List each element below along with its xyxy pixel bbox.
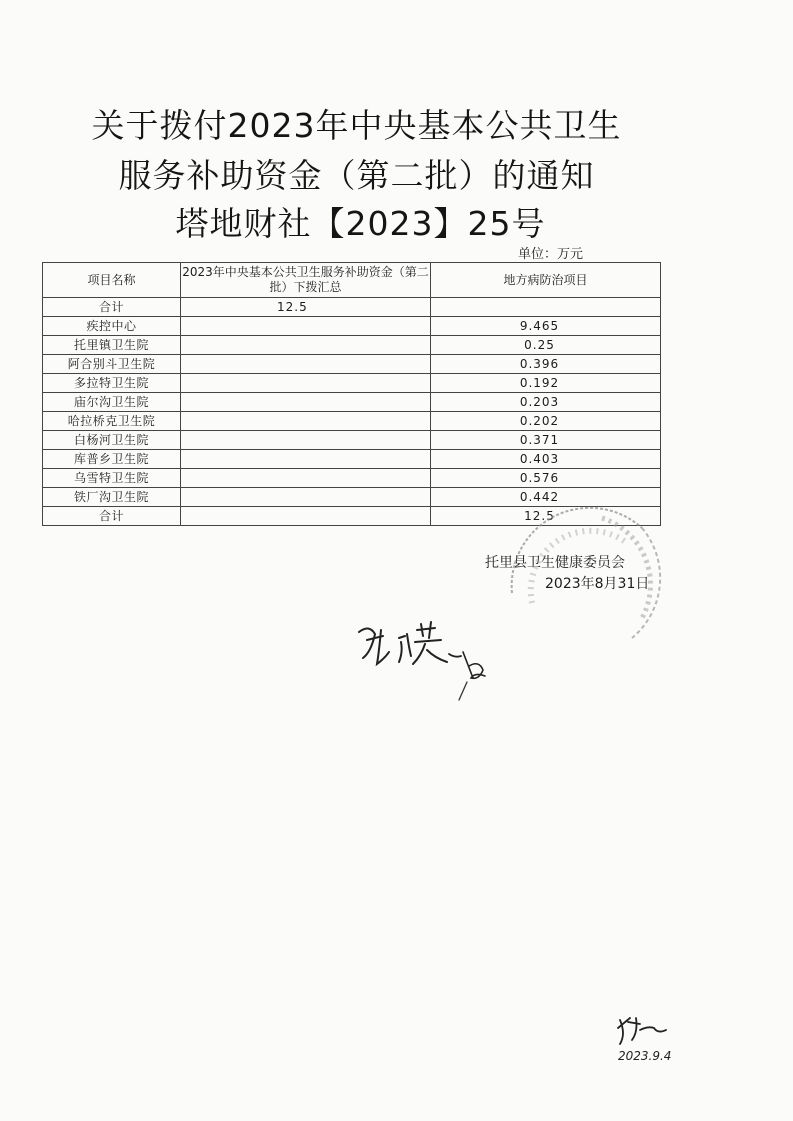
row-amount: 0.442 [431, 488, 661, 507]
row-project-name: 多拉特卫生院 [43, 374, 181, 393]
document-number: 塔地财社【2023】25号 [175, 204, 546, 243]
receipt-date-text: 2023.9.4 [618, 1049, 672, 1063]
row-amount: 0.576 [431, 469, 661, 488]
summary-row [43, 298, 661, 317]
row-project-name: 白杨河卫生院 [43, 431, 181, 450]
total-empty-cell [181, 507, 431, 526]
summary-value: 12.5 [181, 298, 431, 317]
row-empty-cell [181, 488, 431, 507]
funding-table [42, 262, 661, 526]
row-amount: 0.396 [431, 355, 661, 374]
handwritten-receipt-signature [610, 1010, 720, 1070]
row-empty-cell [181, 469, 431, 488]
table-row [43, 317, 661, 336]
row-amount: 9.465 [431, 317, 661, 336]
header-endemic-disease-project: 地方病防治项目 [431, 263, 661, 298]
table-row [43, 336, 661, 355]
issuer-name: 托里县卫生健康委员会 [485, 555, 625, 571]
row-project-name: 哈拉桥克卫生院 [43, 412, 181, 431]
row-amount: 0.25 [431, 336, 661, 355]
table-row [43, 450, 661, 469]
document-title-line-1: 关于拨付2023年中央基本公共卫生 [91, 106, 622, 145]
row-project-name: 托里镇卫生院 [43, 336, 181, 355]
row-project-name: 乌雪特卫生院 [43, 469, 181, 488]
row-empty-cell [181, 336, 431, 355]
row-empty-cell [181, 317, 431, 336]
row-project-name: 库普乡卫生院 [43, 450, 181, 469]
table-row [43, 412, 661, 431]
handwritten-approval-signature [355, 612, 495, 702]
row-project-name: 铁厂沟卫生院 [43, 488, 181, 507]
row-project-name: 庙尔沟卫生院 [43, 393, 181, 412]
row-empty-cell [181, 412, 431, 431]
row-project-name: 疾控中心 [43, 317, 181, 336]
issue-date: 2023年8月31日 [545, 576, 650, 592]
row-amount: 0.192 [431, 374, 661, 393]
official-seal-stamp [492, 498, 662, 648]
unit-label: 单位：万元 [518, 247, 584, 262]
row-empty-cell [181, 450, 431, 469]
header-fund-summary: 2023年中央基本公共卫生服务补助资金（第二批）下拨汇总 [181, 263, 431, 298]
row-empty-cell [181, 431, 431, 450]
row-amount: 0.403 [431, 450, 661, 469]
summary-empty-cell [431, 298, 661, 317]
total-label: 合计 [43, 507, 181, 526]
header-project-name: 项目名称 [43, 263, 181, 298]
row-empty-cell [181, 393, 431, 412]
summary-label: 合计 [43, 298, 181, 317]
table-header-row [43, 263, 661, 298]
row-amount: 0.203 [431, 393, 661, 412]
row-amount: 0.202 [431, 412, 661, 431]
row-empty-cell [181, 355, 431, 374]
approval-date-text: 31/8 [453, 670, 476, 681]
document-title-line-2: 服务补助资金（第二批）的通知 [118, 156, 595, 195]
table-row [43, 431, 661, 450]
table-row [43, 374, 661, 393]
total-value: 12.5 [431, 507, 661, 526]
table-row [43, 469, 661, 488]
row-project-name: 阿合别斗卫生院 [43, 355, 181, 374]
row-amount: 0.371 [431, 431, 661, 450]
table-row [43, 355, 661, 374]
row-empty-cell [181, 374, 431, 393]
table-row [43, 393, 661, 412]
